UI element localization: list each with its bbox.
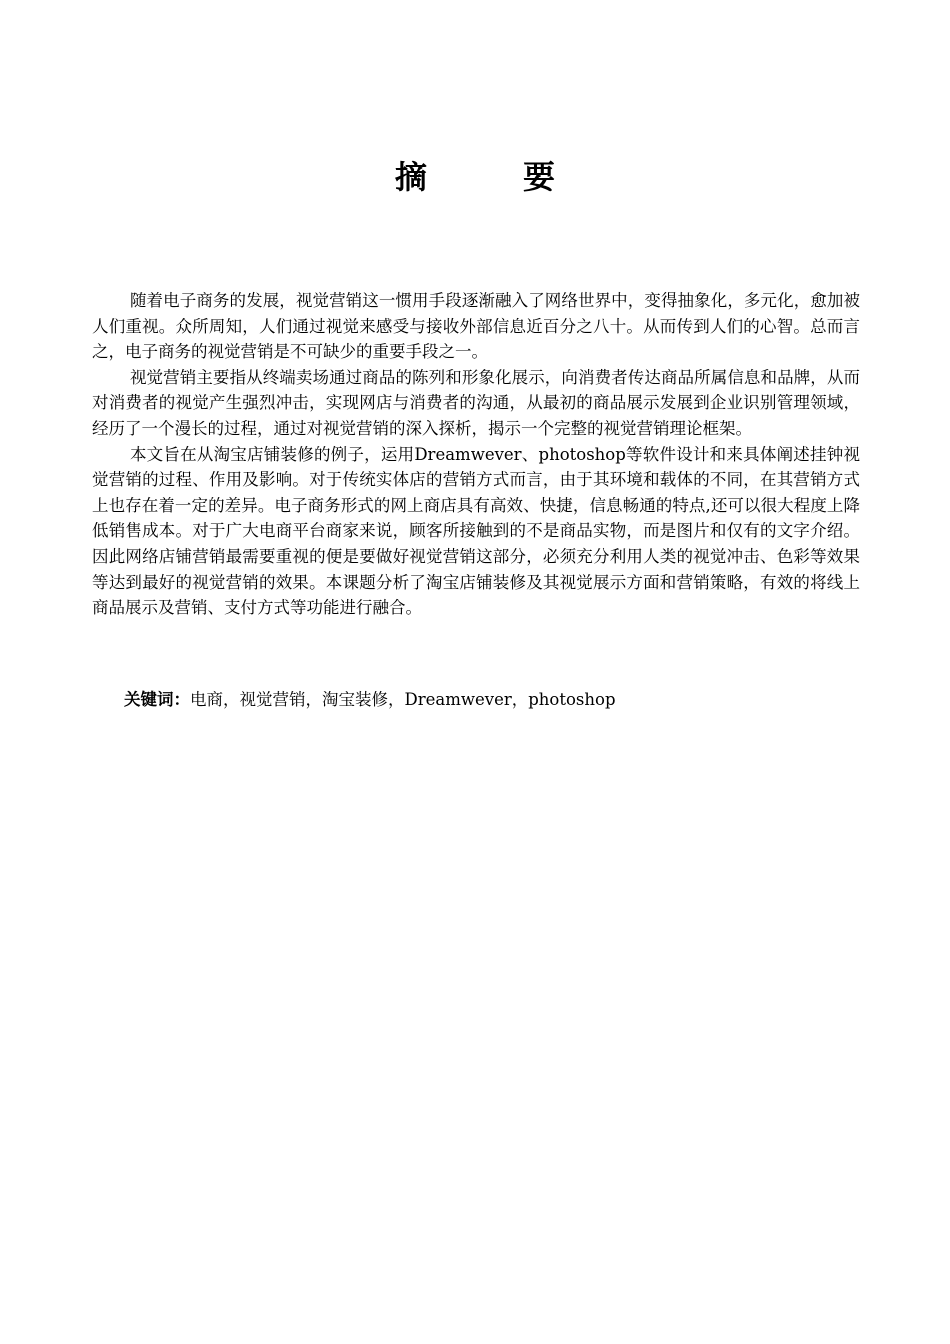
keywords-line: [124, 687, 860, 713]
abstract-body: [92, 288, 860, 621]
title-char-2: 要: [523, 158, 556, 196]
keywords-label: 关键词：: [124, 690, 190, 709]
abstract-paragraph-2: 视觉营销主要指从终端卖场通过商品的陈列和形象化展示，向消费者传达商品所属信息和品牌，从而对消费者的视觉产生强烈冲击，实现网店与消费者的沟通，从最初的商品展示发展到企业识别管理领域，经历了一个漫长的过程，通过对视觉营销的深入探析，揭示一个完整的视觉营销理论框架。: [92, 367, 860, 438]
abstract-paragraph-3: 本文旨在从淘宝店铺装修的例子，运用Dreamwever、photoshop等软件设计和来具体阐述挂钟视觉营销的过程、作用及影响。对于传统实体店的营销方式而言，由于其环境和载体的不同，在其营销方式上也存在着一定的差异。电子商务形式的网上商店具有高效、快捷，信息畅通的特点,还可以很大程度上降低销售成本。对于广大电商平台商家来说，顾客所接触到的不是商品实物，而是图片和仅有的文字介绍。因此网络店铺营销最需要重视的便是要做好视觉营销这部分，必须充分利用人类的视觉冲击、色彩等效果等达到最好的视觉营销的效果。本课题分析了淘宝店铺装修及其视觉展示方面和营销策略，有效的将线上商品展示及营销、支付方式等功能进行融合。: [92, 444, 860, 618]
title-char-1: 摘: [394, 158, 427, 196]
keywords-value: 电商，视觉营销，淘宝装修，Dreamwever，photoshop: [190, 690, 616, 709]
abstract-paragraph-1: 随着电子商务的发展，视觉营销这一惯用手段逐渐融入了网络世界中，变得抽象化，多元化，愈加被人们重视。众所周知，人们通过视觉来感受与接收外部信息近百分之八十。从而传到人们的心智。总而言之，电子商务的视觉营销是不可缺少的重要手段之一。: [92, 291, 860, 362]
page-title: [0, 152, 950, 202]
